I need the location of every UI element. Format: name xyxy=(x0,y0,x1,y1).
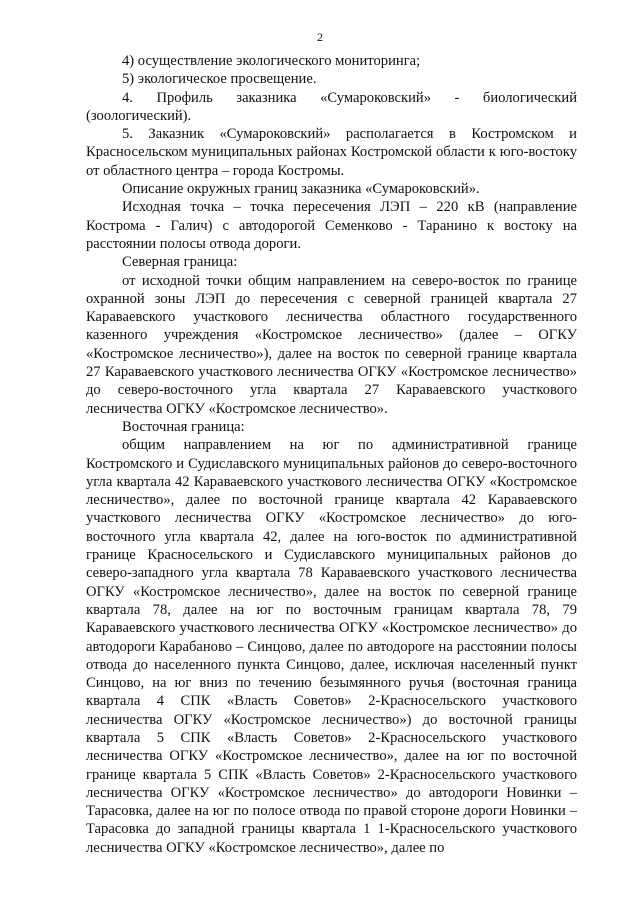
paragraph-education: 5) экологическое просвещение. xyxy=(122,71,317,88)
page-number: 2 xyxy=(317,30,323,44)
paragraph-boundaries-heading: Описание окружных границ заказника «Сумароковский». xyxy=(122,181,480,198)
paragraph-monitoring: 4) осуществление экологического мониторинга; xyxy=(122,53,421,69)
paragraph-north-boundary: от исходной точки общим направлением на северо-восток по границе охранной зоны ЛЭП до пересечения с северной границей квартала 27 Караваевского участкового лесничества областного государственного казенного учреждения «Костромское лесничество» (далее – ОГКУ «Костромское лесничество»), далее на восток по северной границе квартала 27 Караваевского участкового лесничества ОГКУ «Костромское лесничество» до северо-восточного угла квартала 27 Караваевского участкового лесничества ОГКУ «Костромское лесничество». xyxy=(86,272,577,417)
paragraph-location: 5. Заказник «Сумароковский» располагается в Костромском и Красносельском муниципальных районах Костромской области к юго-востоку от областного центра – города Костромы. xyxy=(86,126,577,179)
paragraph-north-heading: Северная граница: xyxy=(122,254,238,271)
paragraph-profile: 4. Профиль заказника «Сумароковский» - биологический (зоологический). xyxy=(86,89,577,124)
document-body xyxy=(86,52,577,857)
paragraph-east-heading: Восточная граница: xyxy=(122,418,245,435)
paragraph-east-boundary: общим направлением на юг по административной границе Костромского и Судиславского муниципальных районов до северо-восточного угла квартала 42 Караваевского участкового лесничества ОГКУ «Костромское лесничество», далее по восточной границе квартала 42 Караваевского участкового лесничества ОГКУ «Костромское лесничество» до юго-восточного угла квартала 42, далее на юго-восток по административной границе Красносельского и Судиславского муниципальных районов до северо-западного угла квартала 78 Караваевского участкового лесничества ОГКУ «Костромское лесничество», далее на восток по северной границе квартала 78, далее на юг по восточным границам квартала 78, 79 Караваевского участкового лесничества ОГКУ «Костромское лесничество» до автодороги Карабаново – Синцово, далее по автодороге на расстоянии полосы отвода до населенного пункта Синцово, далее, исключая населенный пункт Синцово, на юг вниз по течению безымянного ручья (восточная граница квартала 4 СПК «Власть Советов» 2-Красносельского участкового лесничества ОГКУ «Костромское лесничество») до восточной границы квартала 5 СПК «Власть Советов» 2-Красносельского участкового лесничества ОГКУ «Костромское лесничество», далее на юг по восточной границе квартала 5 СПК «Власть Советов» 2-Красносельского участкового лесничества ОГКУ «Костромское лесничество» до автодороги Новинки – Тарасовка, далее на юг по полосе отвода по правой стороне дороги Новинки – Тарасовка до западной границы квартала 1 1-Красносельского участкового лесничества ОГКУ «Костромское лесничество», далее по xyxy=(86,437,577,856)
paragraph-starting-point: Исходная точка – точка пересечения ЛЭП – 220 кВ (направление Кострома - Галич) с автодорогой Семенково - Таранино к востоку на расстоянии полосы отвода дороги. xyxy=(86,199,577,252)
